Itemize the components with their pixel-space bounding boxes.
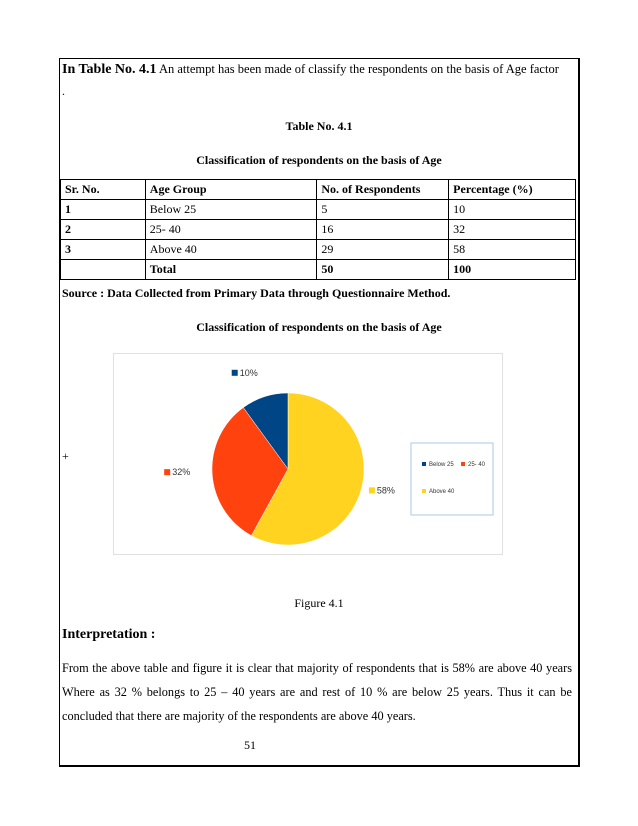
intro-dot: . bbox=[62, 84, 65, 98]
table-total-row bbox=[61, 260, 576, 280]
header-cell: Age Group bbox=[145, 180, 317, 200]
table-cell: 32 bbox=[449, 220, 576, 240]
intro-lead: In Table No. 4.1 bbox=[62, 62, 157, 77]
table-cell: 16 bbox=[317, 220, 449, 240]
header-cell: Sr. No. bbox=[61, 180, 146, 200]
legend-label: Below 25 bbox=[429, 462, 454, 468]
page-number: 51 bbox=[244, 738, 256, 752]
table-cell: 50 bbox=[317, 260, 449, 280]
table-title: Classification of respondents on the basis of Age bbox=[196, 153, 442, 167]
pie-chart-svg bbox=[114, 354, 502, 554]
intro-text: An attempt has been made of classify the respondents on the basis of Age factor bbox=[158, 62, 559, 76]
pie-label bbox=[232, 368, 258, 378]
table-cell: 100 bbox=[449, 260, 576, 280]
legend-label: 25- 40 bbox=[468, 462, 486, 468]
table-cell: 25- 40 bbox=[145, 220, 317, 240]
interpretation-heading: Interpretation : bbox=[62, 627, 156, 642]
table-cell: 2 bbox=[61, 220, 146, 240]
pie-label bbox=[369, 485, 395, 495]
table-cell: Above 40 bbox=[145, 240, 317, 260]
plus-mark: + bbox=[62, 449, 69, 463]
table-cell: 3 bbox=[61, 240, 146, 260]
legend-swatch bbox=[461, 462, 465, 466]
header-cell: No. of Respondents bbox=[317, 180, 449, 200]
table-cell: 29 bbox=[317, 240, 449, 260]
intro-line bbox=[62, 62, 559, 78]
pie-label-text: 32% bbox=[172, 467, 191, 478]
chart-title: Classification of respondents on the basis of Age bbox=[196, 320, 442, 334]
table-row bbox=[61, 200, 576, 220]
pie-label bbox=[164, 467, 190, 477]
table-cell: 5 bbox=[317, 200, 449, 220]
source-note: Source : Data Collected from Primary Data through Questionnaire Method. bbox=[62, 286, 451, 300]
pie-chart bbox=[113, 353, 503, 555]
pie-label-text: 58% bbox=[376, 485, 395, 496]
pie-label-text: 10% bbox=[239, 367, 258, 378]
legend-box bbox=[411, 443, 493, 515]
table-cell: Below 25 bbox=[145, 200, 317, 220]
table-cell: 10 bbox=[449, 200, 576, 220]
age-table bbox=[60, 179, 576, 280]
table-number: Table No. 4.1 bbox=[285, 119, 353, 133]
table-cell: 58 bbox=[449, 240, 576, 260]
table-cell bbox=[61, 260, 146, 280]
table-cell: Total bbox=[145, 260, 317, 280]
pie-label-swatch bbox=[232, 370, 238, 376]
legend-swatch bbox=[422, 462, 426, 466]
table-row bbox=[61, 240, 576, 260]
figure-caption: Figure 4.1 bbox=[294, 596, 344, 610]
interpretation-text: From the above table and figure it is clear that majority of respondents that is 58% are above 40 years Where as 32 % belongs to 25 – 40 years are and rest of 10 % are below 25 years. Thus it can be concluded that there are majority of the respondents are above 40 years. bbox=[62, 661, 572, 723]
pie-label-swatch bbox=[369, 487, 375, 493]
table-header-row bbox=[61, 180, 576, 200]
legend-swatch bbox=[422, 489, 426, 493]
pie-label-swatch bbox=[164, 469, 170, 475]
table-row bbox=[61, 220, 576, 240]
header-cell: Percentage (%) bbox=[449, 180, 576, 200]
legend-label: Above 40 bbox=[429, 489, 455, 495]
table-cell: 1 bbox=[61, 200, 146, 220]
